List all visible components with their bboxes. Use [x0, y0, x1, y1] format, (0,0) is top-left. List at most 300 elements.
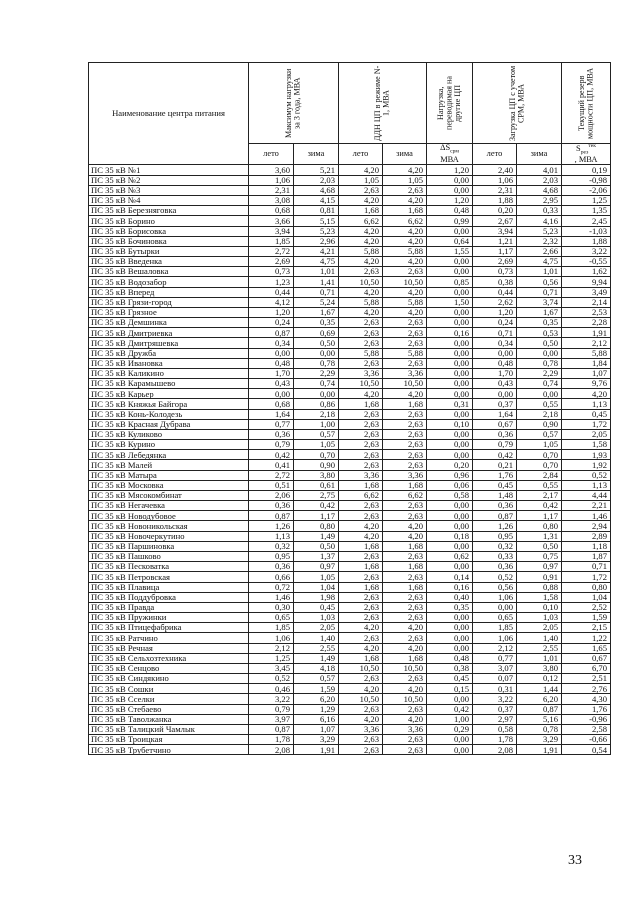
value-cell: 0,00 [427, 368, 473, 378]
value-cell: 2,75 [294, 490, 339, 500]
value-cell: 0,90 [517, 419, 562, 429]
value-cell: 0,00 [427, 735, 473, 745]
value-cell: 2,40 [473, 165, 517, 175]
value-cell: 4,20 [339, 521, 383, 531]
value-cell: 0,57 [517, 429, 562, 439]
value-cell: 0,00 [427, 440, 473, 450]
value-cell: 1,58 [517, 592, 562, 602]
value-cell: 1,20 [427, 195, 473, 205]
value-cell: 2,63 [383, 185, 427, 195]
value-cell: 0,74 [517, 379, 562, 389]
value-cell: 0,58 [427, 490, 473, 500]
table-row [89, 501, 611, 511]
value-cell: 1,25 [249, 653, 294, 663]
value-cell: 5,88 [383, 348, 427, 358]
value-cell: 0,48 [249, 358, 294, 368]
center-name-cell: ПС 35 кВ Петровская [89, 572, 249, 582]
value-cell: 1,70 [249, 368, 294, 378]
header-winter: зима [517, 144, 562, 165]
value-cell: 0,34 [249, 338, 294, 348]
value-cell: 2,69 [473, 257, 517, 267]
value-cell: 0,00 [427, 562, 473, 572]
center-name-cell: ПС 35 кВ Трубетчино [89, 745, 249, 755]
value-cell: 0,87 [473, 511, 517, 521]
value-cell: 6,20 [517, 694, 562, 704]
value-cell: 1,44 [517, 684, 562, 694]
value-cell: 4,20 [383, 236, 427, 246]
value-cell: 0,71 [473, 328, 517, 338]
value-cell: 0,14 [427, 572, 473, 582]
value-cell: -1,03 [562, 226, 611, 236]
value-cell: 2,63 [339, 328, 383, 338]
center-name-cell: ПС 35 кВ Ратчино [89, 633, 249, 643]
value-cell: 0,21 [473, 460, 517, 470]
value-cell: 2,63 [383, 419, 427, 429]
table-row [89, 714, 611, 724]
value-cell: 0,00 [427, 318, 473, 328]
table-row [89, 623, 611, 633]
value-cell: 0,90 [294, 460, 339, 470]
value-cell: 1,22 [562, 633, 611, 643]
value-cell: 0,00 [427, 287, 473, 297]
value-cell: 0,00 [427, 358, 473, 368]
value-cell: 0,52 [473, 572, 517, 582]
value-cell: 0,70 [517, 460, 562, 470]
table-row [89, 246, 611, 256]
value-cell: 2,17 [517, 490, 562, 500]
table-row [89, 277, 611, 287]
value-cell: 2,62 [473, 297, 517, 307]
value-cell: 2,29 [517, 368, 562, 378]
value-cell: 9,94 [562, 277, 611, 287]
table-row [89, 694, 611, 704]
table-row [89, 297, 611, 307]
table-row [89, 602, 611, 612]
value-cell: 2,63 [339, 338, 383, 348]
value-cell: 1,25 [562, 195, 611, 205]
value-cell: 1,17 [517, 511, 562, 521]
value-cell: 4,18 [294, 663, 339, 673]
table-row [89, 450, 611, 460]
value-cell: 4,20 [383, 257, 427, 267]
value-cell: 1,05 [339, 175, 383, 185]
value-cell: 0,06 [427, 480, 473, 490]
value-cell: 0,86 [294, 399, 339, 409]
value-cell: 1,88 [562, 236, 611, 246]
value-cell: 4,20 [339, 165, 383, 175]
center-name-cell: ПС 35 кВ Дружба [89, 348, 249, 358]
value-cell: 2,52 [562, 602, 611, 612]
value-cell: 6,20 [294, 694, 339, 704]
value-cell: 5,23 [294, 226, 339, 236]
value-cell: 1,06 [473, 633, 517, 643]
value-cell: 1,85 [249, 623, 294, 633]
value-cell: 1,40 [517, 633, 562, 643]
value-cell: 6,62 [383, 490, 427, 500]
value-cell: 1,26 [473, 521, 517, 531]
value-cell: 1,04 [294, 582, 339, 592]
value-cell: 0,43 [473, 379, 517, 389]
table-row [89, 684, 611, 694]
value-cell: 0,45 [473, 480, 517, 490]
value-cell: 3,36 [339, 470, 383, 480]
table-row [89, 236, 611, 246]
value-cell: 2,05 [517, 623, 562, 633]
value-cell: 2,18 [294, 409, 339, 419]
value-cell: 0,30 [249, 602, 294, 612]
header-delta-s-crm: $\Delta S_{срм}$ МВА [427, 144, 473, 165]
value-cell: 2,08 [249, 745, 294, 755]
table-row [89, 348, 611, 358]
value-cell: 0,48 [427, 653, 473, 663]
value-cell: 4,15 [294, 195, 339, 205]
value-cell: 1,06 [473, 175, 517, 185]
value-cell: 0,16 [427, 328, 473, 338]
table-row [89, 663, 611, 673]
value-cell: 4,20 [383, 307, 427, 317]
value-cell: 3,80 [517, 663, 562, 673]
value-cell: 0,00 [427, 379, 473, 389]
value-cell: 1,13 [562, 399, 611, 409]
value-cell: 0,42 [294, 501, 339, 511]
value-cell: 2,63 [383, 745, 427, 755]
table-row [89, 521, 611, 531]
value-cell: 0,00 [427, 623, 473, 633]
value-cell: 0,15 [427, 684, 473, 694]
value-cell: 0,42 [427, 704, 473, 714]
center-name-cell: ПС 35 кВ Лебедянка [89, 450, 249, 460]
table-row [89, 552, 611, 562]
value-cell: 0,00 [427, 389, 473, 399]
table-row [89, 358, 611, 368]
value-cell: 2,63 [383, 511, 427, 521]
table-row [89, 206, 611, 216]
value-cell: 2,63 [339, 409, 383, 419]
value-cell: 0,36 [249, 562, 294, 572]
value-cell: 1,67 [517, 307, 562, 317]
page-number: 33 [568, 853, 582, 868]
value-cell: 4,20 [339, 257, 383, 267]
value-cell: 1,50 [427, 297, 473, 307]
value-cell: 1,17 [294, 511, 339, 521]
value-cell: 0,42 [249, 450, 294, 460]
value-cell: 3,08 [249, 195, 294, 205]
value-cell: 0,58 [473, 724, 517, 734]
value-cell: 1,68 [383, 206, 427, 216]
value-cell: 0,56 [517, 277, 562, 287]
value-cell: 0,55 [517, 480, 562, 490]
center-name-cell: ПС 35 кВ №3 [89, 185, 249, 195]
value-cell: 6,62 [339, 216, 383, 226]
table-row [89, 379, 611, 389]
value-cell: 10,50 [383, 694, 427, 704]
value-cell: 0,87 [249, 511, 294, 521]
value-cell: 0,45 [427, 674, 473, 684]
value-cell: 0,00 [427, 307, 473, 317]
value-cell: 10,50 [383, 663, 427, 673]
table-row [89, 643, 611, 653]
center-name-cell: ПС 35 кВ Сенцово [89, 663, 249, 673]
value-cell: 3,36 [383, 724, 427, 734]
value-cell: 0,40 [427, 592, 473, 602]
value-cell: 4,20 [339, 195, 383, 205]
value-cell: 0,78 [294, 358, 339, 368]
value-cell: 4,30 [562, 694, 611, 704]
value-cell: 0,34 [473, 338, 517, 348]
header-winter: зима [294, 144, 339, 165]
value-cell: 1,13 [562, 480, 611, 490]
value-cell: 2,12 [249, 643, 294, 653]
value-cell: 0,20 [473, 206, 517, 216]
value-cell: 0,24 [249, 318, 294, 328]
value-cell: 0,00 [427, 501, 473, 511]
value-cell: 1,78 [473, 735, 517, 745]
value-cell: 3,07 [473, 663, 517, 673]
value-cell: 2,51 [562, 674, 611, 684]
table-row [89, 633, 611, 643]
value-cell: 10,50 [339, 379, 383, 389]
value-cell: 0,68 [249, 206, 294, 216]
value-cell: 4,20 [383, 714, 427, 724]
value-cell: 0,36 [249, 429, 294, 439]
header-current-reserve: Текущий резерв мощности ЦП, МВА [562, 63, 611, 144]
value-cell: 2,12 [473, 643, 517, 653]
value-cell: 2,58 [562, 724, 611, 734]
value-cell: 1,91 [517, 745, 562, 755]
center-name-cell: ПС 35 кВ Птицефабрика [89, 623, 249, 633]
value-cell: 0,51 [249, 480, 294, 490]
value-cell: 0,97 [294, 562, 339, 572]
value-cell: 1,64 [473, 409, 517, 419]
value-cell: 1,68 [339, 541, 383, 551]
header-transfer-load: Нагрузка, переводимая на другие ЦП [427, 63, 473, 144]
table-row [89, 674, 611, 684]
value-cell: 1,05 [517, 440, 562, 450]
value-cell: 2,63 [339, 450, 383, 460]
value-cell: 1,68 [339, 399, 383, 409]
center-name-cell: ПС 35 кВ Сселки [89, 694, 249, 704]
value-cell: 0,37 [473, 399, 517, 409]
value-cell: 1,78 [249, 735, 294, 745]
value-cell: 2,63 [339, 501, 383, 511]
value-cell: 0,45 [294, 602, 339, 612]
value-cell: 0,12 [517, 674, 562, 684]
value-cell: 1,20 [249, 307, 294, 317]
center-name-cell: ПС 35 кВ №2 [89, 175, 249, 185]
value-cell: 1,46 [249, 592, 294, 602]
value-cell: 2,69 [249, 257, 294, 267]
value-cell: 3,60 [249, 165, 294, 175]
value-cell: 0,71 [562, 562, 611, 572]
value-cell: 1,84 [562, 358, 611, 368]
value-cell: 1,00 [294, 419, 339, 429]
value-cell: 4,20 [339, 684, 383, 694]
value-cell: 10,50 [383, 379, 427, 389]
value-cell: 1,06 [249, 175, 294, 185]
value-cell: 0,67 [562, 653, 611, 663]
value-cell: 0,31 [473, 684, 517, 694]
value-cell: 2,63 [339, 267, 383, 277]
value-cell: 0,80 [294, 521, 339, 531]
value-cell: 4,20 [383, 389, 427, 399]
value-cell: 1,93 [562, 450, 611, 460]
table-row [89, 460, 611, 470]
value-cell: 1,31 [517, 531, 562, 541]
value-cell: 1,26 [249, 521, 294, 531]
center-name-cell: ПС 35 кВ Поддубровка [89, 592, 249, 602]
value-cell: 1,18 [562, 541, 611, 551]
table-row [89, 185, 611, 195]
value-cell: 1,62 [562, 267, 611, 277]
value-cell: 1,91 [562, 328, 611, 338]
center-name-cell: ПС 35 кВ Вешаловка [89, 267, 249, 277]
value-cell: 2,18 [517, 409, 562, 419]
value-cell: 0,55 [517, 399, 562, 409]
value-cell: 0,87 [517, 704, 562, 714]
value-cell: 1,85 [473, 623, 517, 633]
value-cell: 5,15 [294, 216, 339, 226]
value-cell: 0,99 [427, 216, 473, 226]
value-cell: 1,92 [562, 460, 611, 470]
value-cell: 0,00 [427, 429, 473, 439]
table-row [89, 419, 611, 429]
value-cell: 0,45 [562, 409, 611, 419]
value-cell: 0,77 [473, 653, 517, 663]
value-cell: 0,31 [427, 399, 473, 409]
value-cell: 0,73 [249, 267, 294, 277]
value-cell: 1,88 [473, 195, 517, 205]
table-row [89, 165, 611, 175]
value-cell: 2,63 [383, 338, 427, 348]
value-cell: 0,65 [249, 613, 294, 623]
value-cell: 2,55 [294, 643, 339, 653]
value-cell: 1,05 [294, 440, 339, 450]
table-row [89, 318, 611, 328]
value-cell: 1,20 [473, 307, 517, 317]
center-name-cell: ПС 35 кВ Малей [89, 460, 249, 470]
value-cell: 2,63 [383, 592, 427, 602]
value-cell: 2,63 [383, 704, 427, 714]
value-cell: 1,85 [249, 236, 294, 246]
center-name-cell: ПС 35 кВ Талицкий Чамлык [89, 724, 249, 734]
value-cell: 5,88 [339, 246, 383, 256]
value-cell: 2,45 [562, 216, 611, 226]
value-cell: 2,72 [249, 470, 294, 480]
value-cell: 1,98 [294, 592, 339, 602]
value-cell: 0,00 [427, 175, 473, 185]
value-cell: 2,67 [473, 216, 517, 226]
value-cell: 1,40 [294, 633, 339, 643]
table-row [89, 704, 611, 714]
value-cell: 3,36 [339, 724, 383, 734]
center-name-cell: ПС 35 кВ Куликово [89, 429, 249, 439]
value-cell: 0,70 [294, 450, 339, 460]
table-row [89, 195, 611, 205]
value-cell: 2,63 [339, 633, 383, 643]
table-row [89, 226, 611, 236]
value-cell: 2,63 [383, 440, 427, 450]
center-name-cell: ПС 35 кВ Вперед [89, 287, 249, 297]
value-cell: 0,00 [427, 450, 473, 460]
value-cell: 0,97 [517, 562, 562, 572]
value-cell: 0,00 [473, 389, 517, 399]
value-cell: 6,62 [339, 490, 383, 500]
value-cell: 0,57 [294, 674, 339, 684]
value-cell: 0,33 [517, 206, 562, 216]
value-cell: 2,03 [294, 175, 339, 185]
value-cell: 1,76 [473, 470, 517, 480]
value-cell: 2,53 [562, 307, 611, 317]
value-cell: 0,00 [249, 389, 294, 399]
value-cell: 1,76 [562, 704, 611, 714]
value-cell: 1,68 [339, 480, 383, 490]
center-name-cell: ПС 35 кВ Каликино [89, 368, 249, 378]
value-cell: 0,56 [473, 582, 517, 592]
value-cell: 2,63 [383, 501, 427, 511]
value-cell: 2,63 [339, 511, 383, 521]
value-cell: 5,24 [294, 297, 339, 307]
value-cell: 2,63 [339, 735, 383, 745]
value-cell: 0,38 [427, 663, 473, 673]
center-name-cell: ПС 35 кВ Конь-Колодезь [89, 409, 249, 419]
value-cell: 0,00 [427, 185, 473, 195]
table-row [89, 440, 611, 450]
table-row [89, 328, 611, 338]
value-cell: 9,76 [562, 379, 611, 389]
value-cell: 1,37 [294, 552, 339, 562]
value-cell: 0,48 [427, 206, 473, 216]
value-cell: 2,63 [383, 633, 427, 643]
value-cell: 5,16 [517, 714, 562, 724]
value-cell: 0,71 [294, 287, 339, 297]
value-cell: 0,20 [427, 460, 473, 470]
value-cell: 2,63 [339, 419, 383, 429]
value-cell: 4,20 [339, 287, 383, 297]
center-name-cell: ПС 35 кВ Новочеркутино [89, 531, 249, 541]
value-cell: 1,01 [517, 267, 562, 277]
value-cell: 2,63 [383, 552, 427, 562]
value-cell: 0,36 [473, 501, 517, 511]
value-cell: 3,22 [562, 246, 611, 256]
value-cell: 0,88 [517, 582, 562, 592]
value-cell: 5,88 [383, 297, 427, 307]
value-cell: 1,91 [294, 745, 339, 755]
center-name-cell: ПС 35 кВ №4 [89, 195, 249, 205]
center-name-cell: ПС 35 кВ Введенка [89, 257, 249, 267]
value-cell: 1,00 [427, 714, 473, 724]
value-cell: 10,50 [383, 277, 427, 287]
value-cell: 2,28 [562, 318, 611, 328]
value-cell: 2,63 [383, 735, 427, 745]
value-cell: 2,63 [339, 674, 383, 684]
value-cell: 0,00 [427, 613, 473, 623]
value-cell: 5,88 [339, 348, 383, 358]
value-cell: 0,69 [294, 328, 339, 338]
value-cell: 0,38 [473, 277, 517, 287]
center-name-cell: ПС 35 кВ Пружинки [89, 613, 249, 623]
value-cell: 1,59 [294, 684, 339, 694]
value-cell: 1,68 [339, 582, 383, 592]
value-cell: 2,63 [339, 704, 383, 714]
center-name-cell: ПС 35 кВ Красная Дубрава [89, 419, 249, 429]
table-body [89, 165, 611, 755]
value-cell: 0,36 [473, 429, 517, 439]
value-cell: 0,18 [427, 531, 473, 541]
value-cell: 2,94 [562, 521, 611, 531]
value-cell: 2,63 [383, 460, 427, 470]
table-row [89, 653, 611, 663]
value-cell: 2,89 [562, 531, 611, 541]
